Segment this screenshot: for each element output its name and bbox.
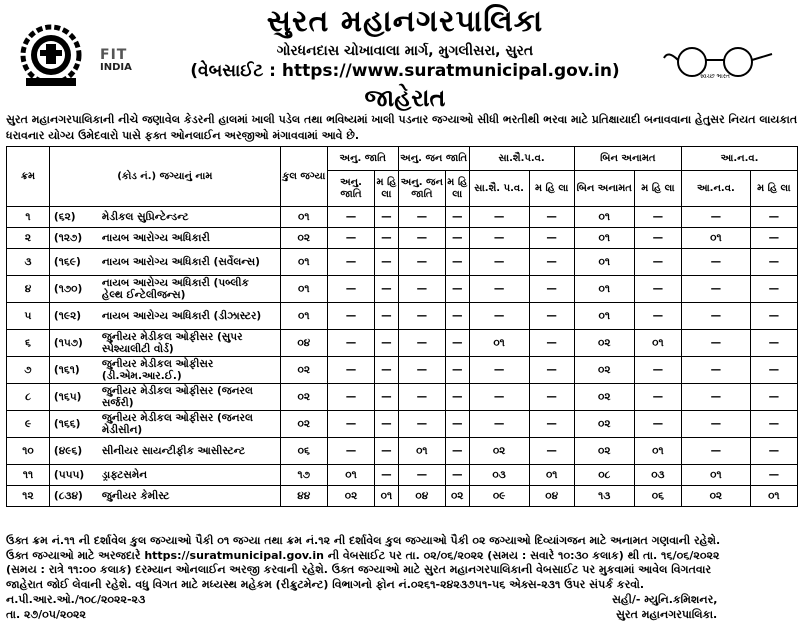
cell-post <box>49 228 280 249</box>
cell-total: ૦૧ <box>280 249 327 276</box>
cell-post <box>49 411 280 438</box>
cell-gen-f: ૦૧ <box>634 438 681 465</box>
cell-sebc-f: — <box>529 411 574 438</box>
cell-ews-f: — <box>750 330 797 357</box>
cell-ews: — <box>682 276 751 303</box>
cell-gen: ૦૧ <box>574 249 634 276</box>
cell-sebc: — <box>469 249 529 276</box>
cell-sr: ૧૦ <box>7 438 50 465</box>
cell-st: — <box>398 411 445 438</box>
footer-notes <box>6 534 801 592</box>
cell-sebc-f: — <box>529 330 574 357</box>
cell-ews-f: — <box>750 303 797 330</box>
cell-total: ૦૨ <box>280 411 327 438</box>
cell-sc: — <box>327 249 374 276</box>
cell-st-f: — <box>445 384 469 411</box>
cell-sebc: ૦૩ <box>469 465 529 486</box>
table-row <box>7 330 798 357</box>
subheader-female: મ હિ લા <box>375 171 399 207</box>
cell-sebc-f: — <box>529 384 574 411</box>
header <box>0 0 805 112</box>
cell-st: — <box>398 276 445 303</box>
cell-gen: ૦૧ <box>574 207 634 228</box>
cell-total: ૦૧ <box>280 303 327 330</box>
cell-gen-f: — <box>634 228 681 249</box>
cell-sebc: ૦૯ <box>469 486 529 507</box>
cell-sc: — <box>327 411 374 438</box>
header-gen: બિન અનામત <box>574 147 681 171</box>
header-sr: ક્રમ <box>7 147 50 207</box>
table-row <box>7 276 798 303</box>
cell-total: ૧૭ <box>280 465 327 486</box>
cell-sc: ૦૨ <box>327 486 374 507</box>
cell-total: ૦૨ <box>280 384 327 411</box>
subheader-female: મ હિ લા <box>634 171 681 207</box>
cell-st: — <box>398 357 445 384</box>
page-title: સુરત મહાનગરપાલિકા <box>266 4 544 39</box>
post-name: જુનીયર મેડીકલ ઓફીસર (સુપર સ્પેશ્યાલીટી વોર્ડ) <box>101 331 243 355</box>
post-name: મેડીકલ સુપ્રિન્ટેન્ડન્ટ <box>101 211 189 223</box>
cell-sr: ૨ <box>7 228 50 249</box>
cell-ews-f: — <box>750 465 797 486</box>
cell-gen: ૦૨ <box>574 438 634 465</box>
cell-sebc: ૦૨ <box>469 438 529 465</box>
table-row <box>7 486 798 507</box>
subheader-ews: આ.ન.વ. <box>682 171 751 207</box>
cell-ews-f: — <box>750 276 797 303</box>
post-name: જુનીયર મેડીકલ ઓફીસર (જનરલ સર્જરી) <box>101 385 253 409</box>
cell-gen: ૦૨ <box>574 384 634 411</box>
cell-sc: — <box>327 438 374 465</box>
reference-number: ન.પી.આર.ઓ./૧૦૮/૨૦૨૨-૨૩ <box>6 593 146 606</box>
vacancy-table <box>6 146 798 507</box>
cell-st: — <box>398 207 445 228</box>
post-code: (૧૯૨) <box>53 310 82 322</box>
cell-gen-f: — <box>634 276 681 303</box>
header-sebc: સા.શૈ.પ.વ. <box>469 147 574 171</box>
footer-line-4: જાહેરાત જોઈ લેવાની રહેશે. વધુ વિગત માટે મધ્યસ્થ મહેકમ (રીક્રુટમેન્ટ) વિભાગનો ફોન નં.૦૨૬૧-૨૪૨૩૭૫૧-૫૬ એક્સ-૨૩૧ ઉપર સંપર્ક કરવો. <box>6 577 645 591</box>
cell-ews: — <box>682 411 751 438</box>
post-code: (૧૬૫) <box>53 391 82 403</box>
cell-sebc: — <box>469 411 529 438</box>
header-total: કુલ જગ્યા <box>280 147 327 207</box>
cell-st: — <box>398 228 445 249</box>
signature-line-2: સુરત મહાનગરપાલિકા. <box>616 608 718 621</box>
cell-st-f: — <box>445 438 469 465</box>
signature-block <box>612 592 802 622</box>
cell-post <box>49 384 280 411</box>
cell-sc-f: — <box>375 411 399 438</box>
cell-gen: ૦૨ <box>574 411 634 438</box>
post-name: નાયબ આરોગ્ય અધિકારી <box>101 232 210 244</box>
cell-sr: ૮ <box>7 384 50 411</box>
cell-sc-f: — <box>375 465 399 486</box>
cell-ews-f: — <box>750 411 797 438</box>
cell-sc: — <box>327 330 374 357</box>
table-row <box>7 207 798 228</box>
cell-st-f: — <box>445 228 469 249</box>
cell-post <box>49 276 280 303</box>
cell-sebc-f: ૦૧ <box>529 465 574 486</box>
cell-sebc-f: — <box>529 207 574 228</box>
cell-post <box>49 330 280 357</box>
header-post: (કોડ નં.) જગ્યાનું નામ <box>49 147 280 207</box>
cell-ews: — <box>682 438 751 465</box>
swachh-text: સ્વચ્છ ભારત <box>700 73 730 80</box>
subheader-female: મ હિ લા <box>529 171 574 207</box>
table-row <box>7 228 798 249</box>
swachh-bharat-glasses-icon <box>660 40 780 80</box>
cell-ews: — <box>682 303 751 330</box>
subheader-sebc: સા.શૈ. પ.વ. <box>469 171 529 207</box>
table-body <box>7 207 798 507</box>
cell-post <box>49 486 280 507</box>
cell-total: ૦૧ <box>280 207 327 228</box>
cell-st-f: — <box>445 411 469 438</box>
cell-sebc-f: — <box>529 276 574 303</box>
cell-post <box>49 438 280 465</box>
cell-st-f: — <box>445 276 469 303</box>
smc-emblem-icon <box>16 20 86 90</box>
header-st: અનુ. જન જાતિ <box>398 147 469 171</box>
signature-line-1: સહી/- મ્યુનિ.કમિશનર, <box>612 593 718 606</box>
cell-sr: ૭ <box>7 357 50 384</box>
cell-total: ૦૨ <box>280 357 327 384</box>
table-row <box>7 411 798 438</box>
cell-sc-f: ૦૧ <box>375 486 399 507</box>
post-name: ડ્રાફ્ટસમેન <box>101 469 148 481</box>
cell-sr: ૪ <box>7 276 50 303</box>
cell-gen-f: — <box>634 384 681 411</box>
post-code: (૫૫૫) <box>53 469 85 481</box>
table-row <box>7 384 798 411</box>
cell-sc-f: — <box>375 330 399 357</box>
cell-sc-f: — <box>375 357 399 384</box>
cell-post <box>49 249 280 276</box>
table-row <box>7 249 798 276</box>
footer-line-3: (સમય : રાત્રે ૧૧:૦૦ કલાક) દરમ્યાન ઓનલાઈન અરજી કરવાની રહેશે. ઉક્ત જગ્યાઓ માટે સુરત મહાનગરપાલિકાની વેબસાઈટ પર મુકવામાં આવેલ વિગતવાર <box>6 563 712 576</box>
cell-sc: — <box>327 357 374 384</box>
table-row <box>7 465 798 486</box>
cell-sebc-f: — <box>529 303 574 330</box>
cell-st: — <box>398 465 445 486</box>
post-name: જુનીયર મેડીકલ ઓફીસર (ડી.એમ.આર.ઈ.) <box>101 358 214 382</box>
cell-sr: ૬ <box>7 330 50 357</box>
cell-total: ૦૬ <box>280 438 327 465</box>
post-code: (૧૨૭) <box>53 232 83 244</box>
cell-st-f: ૦૨ <box>445 486 469 507</box>
post-code: (૮૩૪) <box>53 490 83 502</box>
post-name: સીનીયર સાયન્ટીફીક આસીસ્ટન્ટ <box>101 445 246 457</box>
post-name: નાયબ આરોગ્ય અધિકારી (ડીઝાસ્ટર) <box>101 310 262 322</box>
cell-ews: — <box>682 249 751 276</box>
header-ews: આ.ન.વ. <box>682 147 798 171</box>
intro-paragraph: સુરત મહાનગરપાલિકાની નીચે જણાવેલ કેડરની હાલમાં ખાલી પડેલ તથા ભવિષ્યમાં ખાલી પડનાર જગ્યાઓ સીધી ભરતીથી ભરવા માટે પ્રતિક્ષાયાદી બનાવવાના હેતુસર નિયત લાયકાત ધરાવનાર યોગ્ય ઉમેદવારો પાસે ફક્ત ઓનલાઈન અરજીઓ મંગાવવામાં આવે છે. <box>6 113 798 142</box>
cell-gen-f: ૦૬ <box>634 486 681 507</box>
cell-gen: ૦૨ <box>574 330 634 357</box>
cell-ews: ૦૧ <box>682 465 751 486</box>
cell-sebc-f: — <box>529 438 574 465</box>
cell-st: ૦૧ <box>398 438 445 465</box>
cell-gen-f: — <box>634 249 681 276</box>
cell-st-f: — <box>445 249 469 276</box>
cell-sc: — <box>327 207 374 228</box>
cell-sebc: — <box>469 228 529 249</box>
post-name: નાયબ આરોગ્ય અધિકારી (પબ્લીક હેલ્થ ઈન્ટેલીજન્સ) <box>101 277 249 301</box>
cell-gen: ૦૧ <box>574 276 634 303</box>
cell-sc-f: — <box>375 438 399 465</box>
cell-ews-f: — <box>750 228 797 249</box>
cell-sebc-f: ૦૪ <box>529 486 574 507</box>
cell-sebc-f: — <box>529 228 574 249</box>
subheader-sc: અનુ. જાતિ <box>327 171 374 207</box>
cell-st: — <box>398 330 445 357</box>
footer-line-2: ઉક્ત જગ્યાઓ માટે અરજદારે https://suratmunicipal.gov.in ની વેબસાઈટ પર તા. ૦૨/૦૬/૨૦૨૨ (સમય : સવારે ૧૦:૩૦ કલાક) થી તા. ૧૬/૦૬/૨૦૨૨ <box>6 548 720 562</box>
post-code: (૧૬૬) <box>53 418 81 430</box>
cell-st-f: — <box>445 207 469 228</box>
cell-ews: — <box>682 207 751 228</box>
cell-sebc: ૦૧ <box>469 330 529 357</box>
announcement-heading: જાહેરાત <box>364 84 446 112</box>
cell-ews-f: ૦૧ <box>750 486 797 507</box>
cell-total: ૦૧ <box>280 276 327 303</box>
subheader-gen: બિન અનામત <box>574 171 634 207</box>
cell-sebc-f: — <box>529 249 574 276</box>
post-code: (૬૨) <box>53 211 76 223</box>
cell-sc-f: — <box>375 303 399 330</box>
cell-st-f: — <box>445 465 469 486</box>
subheader-female: મ હિ લા <box>445 171 469 207</box>
cell-ews: ૦૧ <box>682 228 751 249</box>
cell-sc-f: — <box>375 207 399 228</box>
post-code: (૧૫૭) <box>53 337 83 349</box>
cell-gen-f: ૦૩ <box>634 465 681 486</box>
table-row <box>7 303 798 330</box>
cell-post <box>49 303 280 330</box>
cell-total: ૪૪ <box>280 486 327 507</box>
cell-gen-f: — <box>634 411 681 438</box>
cell-gen-f: — <box>634 357 681 384</box>
cell-sc: — <box>327 228 374 249</box>
cell-ews: — <box>682 330 751 357</box>
cell-ews: — <box>682 357 751 384</box>
cell-sebc: — <box>469 207 529 228</box>
post-name: જુનીયર કેમીસ્ટ <box>101 490 170 502</box>
table-row <box>7 357 798 384</box>
cell-post <box>49 357 280 384</box>
cell-sebc: — <box>469 384 529 411</box>
cell-sr: ૧ <box>7 207 50 228</box>
cell-gen: ૦૧ <box>574 228 634 249</box>
cell-sr: ૫ <box>7 303 50 330</box>
post-code: (૧૬૧) <box>53 364 80 376</box>
post-code: (૧૭૦) <box>53 283 83 295</box>
cell-st-f: — <box>445 330 469 357</box>
cell-st: — <box>398 249 445 276</box>
cell-st: ૦૪ <box>398 486 445 507</box>
cell-st: — <box>398 384 445 411</box>
post-code: (૪૯૬) <box>53 445 83 457</box>
cell-sebc: — <box>469 303 529 330</box>
cell-ews-f: — <box>750 438 797 465</box>
fit-logo-india: INDIA <box>100 62 132 73</box>
cell-sebc-f: — <box>529 357 574 384</box>
cell-sc-f: — <box>375 276 399 303</box>
cell-ews-f: — <box>750 357 797 384</box>
cell-st: — <box>398 303 445 330</box>
cell-sc-f: — <box>375 384 399 411</box>
cell-sebc: — <box>469 276 529 303</box>
subheader-female: મ હિ લા <box>750 171 797 207</box>
cell-gen-f: ૦૧ <box>634 330 681 357</box>
address: ગોરધનદાસ ચોખાવાલા માર્ગ, મુગલીસરા, સુરત <box>276 43 534 59</box>
table-row <box>7 438 798 465</box>
footer-line-1: ઉક્ત ક્રમ નં.૧૧ ની દર્શાવેલ કુલ જગ્યાઓ પૈકી ૦૧ જગ્યા તથા ક્રમ નં.૧૨ ની દર્શાવેલ કુલ જગ્યાઓ પૈકી ૦૨ જગ્યાઓ દિવ્યાંગજન માટે અનામત ગણવાની રહેશે. <box>6 534 721 547</box>
cell-ews-f: — <box>750 207 797 228</box>
cell-sc: ૦૧ <box>327 465 374 486</box>
post-name: નાયબ આરોગ્ય અધિકારી (સર્વેલન્સ) <box>101 256 260 268</box>
cell-ews-f: — <box>750 384 797 411</box>
cell-sebc: — <box>469 357 529 384</box>
cell-gen: ૧૩ <box>574 486 634 507</box>
cell-gen: ૦૨ <box>574 357 634 384</box>
cell-ews: — <box>682 384 751 411</box>
cell-st-f: — <box>445 303 469 330</box>
cell-sc-f: — <box>375 249 399 276</box>
subheader-st: અનુ. જન જાતિ <box>398 171 445 207</box>
header-sc: અનુ. જાતિ <box>327 147 398 171</box>
cell-sr: ૯ <box>7 411 50 438</box>
reference-block <box>6 592 306 622</box>
cell-post <box>49 207 280 228</box>
post-code: (૧૬૯) <box>53 256 81 268</box>
cell-sr: ૧૧ <box>7 465 50 486</box>
cell-sc: — <box>327 384 374 411</box>
cell-sc: — <box>327 303 374 330</box>
cell-sc-f: — <box>375 228 399 249</box>
cell-total: ૦૨ <box>280 228 327 249</box>
cell-sc: — <box>327 276 374 303</box>
cell-ews: ૦૨ <box>682 486 751 507</box>
cell-post <box>49 465 280 486</box>
cell-st-f: — <box>445 357 469 384</box>
post-name: જુનીયર મેડીકલ ઓફીસર (જનરલ મેડીસીન) <box>101 412 253 436</box>
cell-gen: ૦૧ <box>574 303 634 330</box>
cell-gen: ૦૮ <box>574 465 634 486</box>
cell-ews-f: — <box>750 249 797 276</box>
website-line: (વેબસાઈટ : https://www.suratmunicipal.gov.in) <box>190 61 620 81</box>
reference-date: તા. ૨૭/૦૫/૨૦૨૨ <box>6 608 86 621</box>
cell-sr: ૩ <box>7 249 50 276</box>
cell-gen-f: — <box>634 207 681 228</box>
cell-sr: ૧૨ <box>7 486 50 507</box>
fit-india-logo <box>100 48 150 88</box>
cell-total: ૦૪ <box>280 330 327 357</box>
fit-logo-text: FIT <box>100 47 128 63</box>
cell-gen-f: — <box>634 303 681 330</box>
